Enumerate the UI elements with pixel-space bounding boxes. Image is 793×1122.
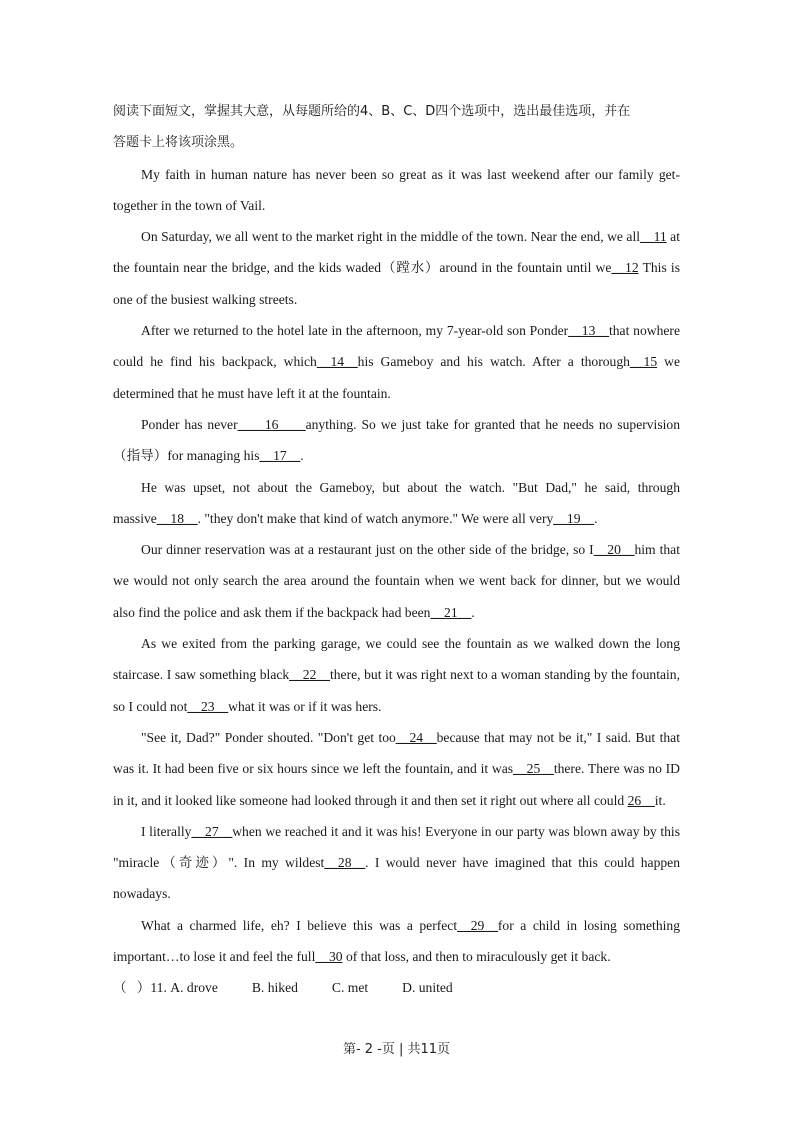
paragraph-text: On Saturday, we all went to the market right in the middle of the town. Near the end, we all — [141, 229, 641, 245]
blank-16: ____16____ — [237, 416, 306, 432]
blank-14: __14__ — [316, 354, 358, 370]
paragraph-text: . — [471, 604, 475, 620]
blank-25: __25__ — [513, 761, 554, 777]
paragraph-text: there. There was no ID in it, and it looked like someone had looked through it and then set it right out where all could — [113, 761, 680, 808]
paragraph-6 — [113, 534, 680, 628]
option-a[interactable]: A. drove — [170, 980, 218, 996]
paragraph-text: we determined that he must have left it at the fountain. — [113, 354, 680, 401]
paragraph-text: because that may not be it," I said. But that was it. It had been five or six hours since we left the fountain, and it was — [113, 729, 680, 777]
blank-27: __27__ — [191, 823, 233, 839]
paragraph-text: it. — [654, 792, 666, 808]
question-11 — [113, 972, 680, 1003]
paragraph-text: I literally — [141, 823, 192, 839]
paragraph-4 — [113, 409, 680, 472]
paragraph-text: He was upset, not about the Gameboy, but about the watch. "But Dad," he said, through massive — [113, 479, 680, 526]
paragraph-2 — [113, 221, 680, 315]
paragraph-text: him that we would not only search the area around the fountain when we went back for dinner, but we would also find the police and ask them if the backpack had been — [113, 542, 680, 620]
paragraph-text: that nowhere could he find his backpack, which — [113, 323, 680, 370]
paragraph-text: at the fountain near the bridge, and the kids waded（蹚水）around in the fountain until we — [113, 229, 680, 276]
paragraph-text: when we reached it and it was his! Everyone in our party was blown away by this "miracle（奇迹）". In my wildest — [113, 823, 680, 871]
blank-22: __22__ — [289, 667, 330, 683]
paragraph-10 — [113, 910, 680, 973]
paragraph-text: "See it, Dad?" Ponder shouted. "Don't get too — [141, 729, 396, 745]
blank-12: __12 — [611, 260, 639, 276]
paragraph-text: his Gameboy and his watch. After a thorough — [357, 354, 630, 370]
blank-20: __20__ — [593, 542, 635, 558]
option-c[interactable]: C. met — [331, 980, 369, 996]
paragraph-text: This is one of the busiest walking streets. — [113, 260, 680, 307]
paragraph-text: for a child in losing something important…to lose it and feel the full — [113, 917, 680, 965]
paragraph-7 — [113, 628, 680, 722]
instructions-line-2: 答题卡上将该项涂黑。 — [113, 135, 244, 151]
question-11-number: （ ）11. — [113, 980, 167, 996]
blank-15: __15 — [629, 354, 658, 370]
blank-23: __23__ — [187, 698, 229, 714]
instructions-line-1: 阅读下面短文，掌握其大意，从每题所给的4、B、C、D四个选项中，选出最佳选项，并在 — [113, 104, 631, 119]
paragraph-3 — [113, 315, 680, 409]
blank-21: __21__ — [430, 604, 472, 620]
paragraph-text: . — [594, 510, 598, 526]
instructions — [113, 96, 680, 159]
paragraph-text: . — [300, 448, 304, 464]
paragraph-text: . "they don't make that kind of watch anymore." We were all very — [197, 510, 554, 526]
paragraph-text: anything. So we just take for granted that he needs no supervision（指导）for managing his — [113, 416, 680, 464]
option-b[interactable]: B. hiked — [251, 980, 298, 996]
paragraph-text: . I would never have imagined that this could happen nowadays. — [113, 855, 680, 902]
paragraph-1 — [113, 159, 680, 222]
paragraph-text: What a charmed life, eh? I believe this was a perfect — [141, 917, 458, 933]
paragraph-8 — [113, 722, 680, 816]
blank-26: 26__ — [627, 792, 655, 808]
paragraph-text: what it was or if it was hers. — [228, 698, 382, 714]
blank-13: __13__ — [568, 323, 609, 339]
page-footer: 第- 2 -页 | 共11页 — [342, 1042, 451, 1057]
option-d[interactable]: D. united — [402, 980, 453, 996]
blank-19: __19__ — [553, 510, 595, 526]
blank-28: __28__ — [324, 855, 366, 871]
paragraph-text: Our dinner reservation was at a restaurant just on the other side of the bridge, so I — [141, 542, 594, 558]
paragraph-text: there, but it was right next to a woman standing by the fountain, so I could not — [113, 667, 680, 714]
paragraph-text: As we exited from the parking garage, we could see the fountain as we walked down the long staircase. I saw something black — [113, 636, 680, 683]
paragraph-5 — [113, 472, 680, 535]
blank-17: __17__ — [259, 448, 301, 464]
blank-18: __18__ — [156, 510, 198, 526]
blank-24: __24__ — [395, 729, 437, 745]
blank-29: __29__ — [457, 917, 498, 933]
paragraph-text: After we returned to the hotel late in the afternoon, my 7-year-old son Ponder — [141, 323, 569, 339]
paragraph-text: of that loss, and then to miraculously get it back. — [342, 949, 611, 965]
paragraph-text: My faith in human nature has never been so great as it was last weekend after our family get-together in the town of Vail. — [113, 166, 680, 213]
blank-11: __11 — [640, 229, 667, 245]
blank-30: __30 — [315, 949, 343, 965]
paragraph-text: Ponder has never — [141, 416, 238, 432]
document-body — [113, 96, 680, 1004]
paragraph-9 — [113, 816, 680, 910]
